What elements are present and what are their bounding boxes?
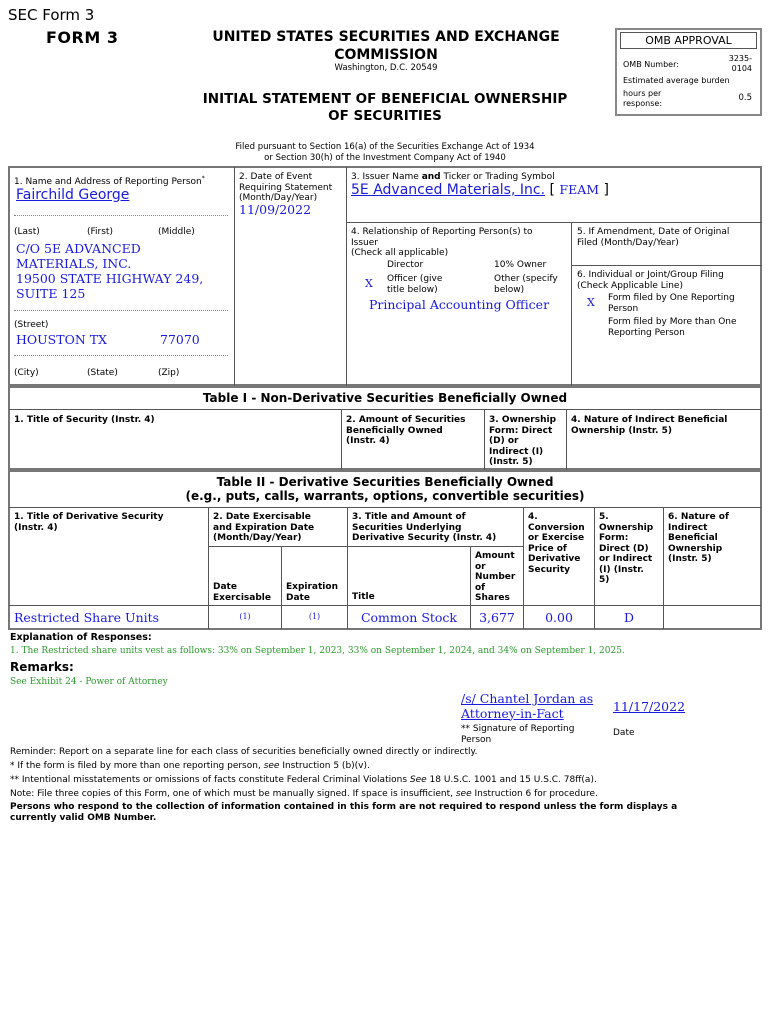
ten-percent-owner-option: 10% Owner	[494, 260, 547, 270]
officer-option: Officer (give title below)	[387, 274, 443, 295]
multi-person-option: Form filed by More than One Reporting Person	[608, 317, 737, 338]
t2-sub-expiration: Expiration Date	[286, 582, 338, 603]
omb-approval-box	[615, 28, 762, 116]
agency-title: UNITED STATES SECURITIES AND EXCHANGE COMMISSION	[212, 29, 560, 63]
t2-col-underlying: 3. Title and Amount of Securities Underlying Derivative Security (Instr. 4)	[352, 512, 497, 543]
signature-label: ** Signature of Reporting Person	[461, 724, 575, 745]
t1-col-amount: 2. Amount of Securities Beneficially Owned (Instr. 4)	[346, 415, 466, 446]
t2-row-shares: 3,677	[479, 610, 515, 625]
t2-row-ownership: D	[623, 610, 635, 625]
form-title: FORM 3	[46, 28, 119, 47]
doc-label: SEC Form 3	[8, 6, 95, 24]
agency-location: Washington, D.C. 20549	[334, 63, 438, 73]
t2-col-conversion: 4. Conversion or Exercise Price of Derivative Security	[528, 512, 585, 575]
reminder-text: Reminder: Report on a separate line for each class of securities beneficially owned directly or indirectly.	[10, 747, 478, 757]
box5-label: 5. If Amendment, Date of Original Filed (Month/Day/Year)	[577, 227, 730, 248]
t2-col-dates: 2. Date Exercisable and Expiration Date (Month/Day/Year)	[213, 512, 315, 543]
t2-sub-title: Title	[352, 592, 375, 602]
table-1-title: Table I - Non-Derivative Securities Beneficially Owned	[202, 391, 568, 405]
note-three-copies: Note: File three copies of this Form, one of which must be manually signed. If space is insufficient, see Instruction 6 for procedure.	[10, 789, 598, 799]
omb-burden-label: Estimated average burden	[623, 76, 730, 85]
t2-row-date-exercisable-footnote[interactable]: (1)	[239, 612, 251, 621]
issuer-line: 5E Advanced Materials, Inc. [ FEAM ]	[351, 182, 609, 198]
signature-link[interactable]: /s/ Chantel Jordan as Attorney-in-Fact	[461, 691, 594, 721]
box2-label: 2. Date of Event Requiring Statement (Month/Day/Year)	[239, 172, 333, 203]
t2-row-expiration-footnote[interactable]: (1)	[308, 612, 321, 621]
box3-label: 3. Issuer Name and Ticker or Trading Symbol	[351, 172, 555, 182]
omb-number-label: OMB Number:	[623, 60, 679, 69]
first-label: (First)	[87, 227, 113, 237]
signature-date-link[interactable]: 11/17/2022	[613, 699, 686, 714]
t2-sub-date-exercisable: Date Exercisable	[213, 582, 271, 603]
omb-header: OMB APPROVAL	[620, 32, 757, 49]
reporting-address: C/O 5E ADVANCED MATERIALS, INC. 19500 STATE HIGHWAY 249, SUITE 125	[16, 241, 204, 301]
reporting-person-name-link[interactable]: Fairchild George	[16, 187, 130, 203]
omb-number-value: 3235- 0104	[728, 54, 752, 73]
t2-col-title: 1. Title of Derivative Security (Instr. 4)	[14, 512, 164, 533]
t2-row-underlying-title: Common Stock	[360, 610, 458, 625]
one-person-option: Form filed by One Reporting Person	[608, 293, 735, 314]
t2-col-nature: 6. Nature of Indirect Beneficial Ownership (Instr. 5)	[668, 512, 729, 564]
box1-label: 1. Name and Address of Reporting Person*	[14, 175, 205, 187]
statement-title: INITIAL STATEMENT OF BENEFICIAL OWNERSHIP OF SECURITIES	[202, 91, 568, 124]
explanation-label: Explanation of Responses:	[10, 632, 152, 643]
officer-title: Principal Accounting Officer	[369, 297, 550, 312]
explanation-1: 1. The Restricted share units vest as follows: 33% on September 1, 2023, 33% on September 1, 2024, and 34% on September 1, 2025.	[10, 646, 625, 656]
middle-label: (Middle)	[158, 227, 195, 237]
ticker-symbol: FEAM	[559, 182, 600, 197]
omb-hours-value: 0.5	[738, 93, 752, 103]
t1-col-title: 1. Title of Security (Instr. 4)	[14, 415, 155, 425]
persons-notice: Persons who respond to the collection of information contained in this form are not required to respond unless the form displays a currently valid OMB Number.	[10, 802, 678, 823]
street-label: (Street)	[14, 320, 49, 330]
last-label: (Last)	[14, 227, 40, 237]
officer-check-mark: X	[365, 277, 373, 290]
box4-label: 4. Relationship of Reporting Person(s) to Issuer (Check all applicable)	[351, 227, 533, 258]
note-misstatements: ** Intentional misstatements or omissions of facts constitute Federal Criminal Violations See 18 U.S.C. 1001 and 15 U.S.C. 78ff(a).	[10, 775, 597, 785]
reporting-city: HOUSTON TX	[16, 332, 107, 347]
table-2-title: Table II - Derivative Securities Beneficially Owned (e.g., puts, calls, warrants, options, convertible securities)	[185, 475, 585, 503]
state-label: (State)	[87, 368, 118, 378]
city-label: (City)	[14, 368, 39, 378]
remarks-label: Remarks:	[10, 660, 74, 674]
t2-row-security: Restricted Share Units	[14, 610, 160, 625]
issuer-name-link[interactable]: 5E Advanced Materials, Inc.	[351, 182, 546, 198]
remarks-text: See Exhibit 24 - Power of Attorney	[10, 677, 168, 687]
one-person-check-mark: X	[587, 296, 595, 309]
zip-label: (Zip)	[158, 368, 180, 378]
note-multiple-persons: * If the form is filed by more than one reporting person, see Instruction 5 (b)(v).	[10, 761, 370, 771]
omb-hours-label: hours per response:	[623, 89, 663, 108]
box6-label: 6. Individual or Joint/Group Filing (Check Applicable Line)	[577, 270, 724, 291]
t2-sub-amount: Amount or Number of Shares	[475, 551, 516, 603]
filed-pursuant: Filed pursuant to Section 16(a) of the Securities Exchange Act of 1934 or Section 30(h) of the Investment Company Act of 1940	[235, 142, 535, 163]
date-label: Date	[613, 728, 635, 738]
t1-col-nature: 4. Nature of Indirect Beneficial Ownership (Instr. 5)	[571, 415, 728, 436]
t2-row-price: 0.00	[545, 610, 573, 625]
director-option: Director	[387, 260, 424, 270]
t1-col-ownership: 3. Ownership Form: Direct (D) or Indirect (I) (Instr. 5)	[489, 415, 557, 467]
event-date: 11/09/2022	[239, 202, 312, 217]
reporting-zip: 77070	[160, 332, 200, 347]
t2-col-ownership: 5. Ownership Form: Direct (D) or Indirect (I) (Instr. 5)	[599, 512, 654, 585]
other-option: Other (specify below)	[494, 274, 558, 295]
